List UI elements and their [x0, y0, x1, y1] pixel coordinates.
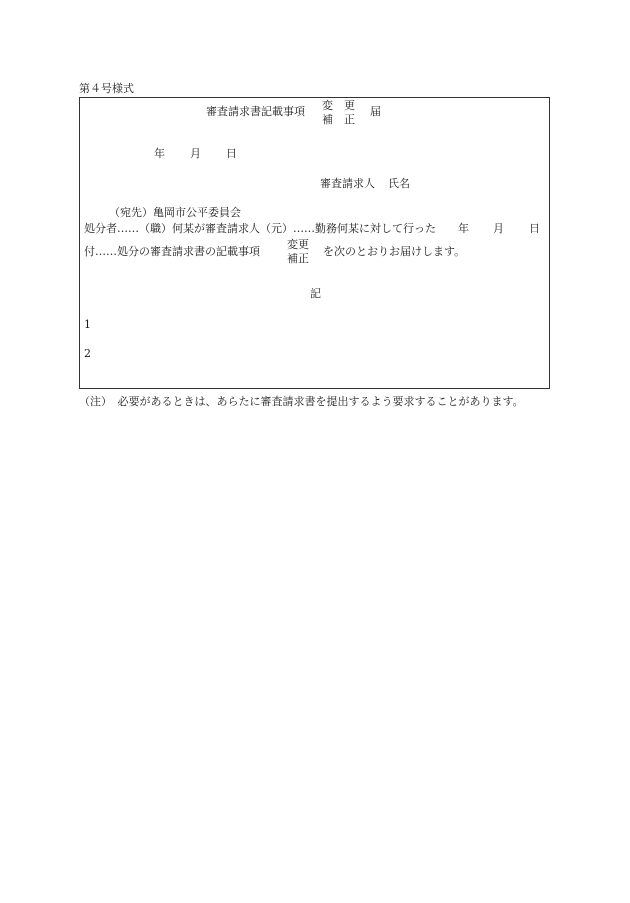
body-month-label: 月	[493, 222, 504, 235]
date-year-label: 年	[154, 147, 165, 160]
body-year-label: 年	[458, 222, 469, 235]
body-day-label: 日	[529, 222, 540, 235]
applicant-label: 審査請求人	[320, 177, 375, 190]
date-day-label: 日	[226, 147, 237, 160]
form-number: 第４号様式	[79, 82, 134, 95]
title-option-change: 変 更	[322, 99, 355, 112]
body-line-2-prefix: 付……処分の審査請求書の記載事項	[84, 245, 260, 258]
title-suffix: 届	[370, 105, 381, 118]
footnote: （注） 必要があるときは、あらたに審査請求書を提出するよう要求することがあります。	[79, 395, 524, 408]
notification-form	[79, 97, 550, 389]
item-number-2: 2	[84, 347, 91, 360]
heading-ki: 記	[310, 287, 321, 300]
applicant-name-label: 氏名	[388, 177, 410, 190]
body-options	[287, 239, 309, 264]
body-option-correct: 補正	[287, 252, 309, 265]
item-number-1: 1	[84, 318, 91, 331]
title-options	[322, 100, 355, 125]
form-title: 審査請求書記載事項	[206, 105, 305, 118]
body-line-2-suffix: を次のとおりお届けします。	[323, 245, 466, 258]
body-line-1: 処分者……（職）何某が審査請求人（元）……勤務何某に対して行った	[84, 222, 436, 235]
title-option-correct: 補 正	[322, 113, 355, 126]
addressee: （宛先）亀岡市公平委員会	[109, 206, 241, 219]
date-month-label: 月	[190, 147, 201, 160]
body-option-change: 変更	[287, 238, 309, 251]
